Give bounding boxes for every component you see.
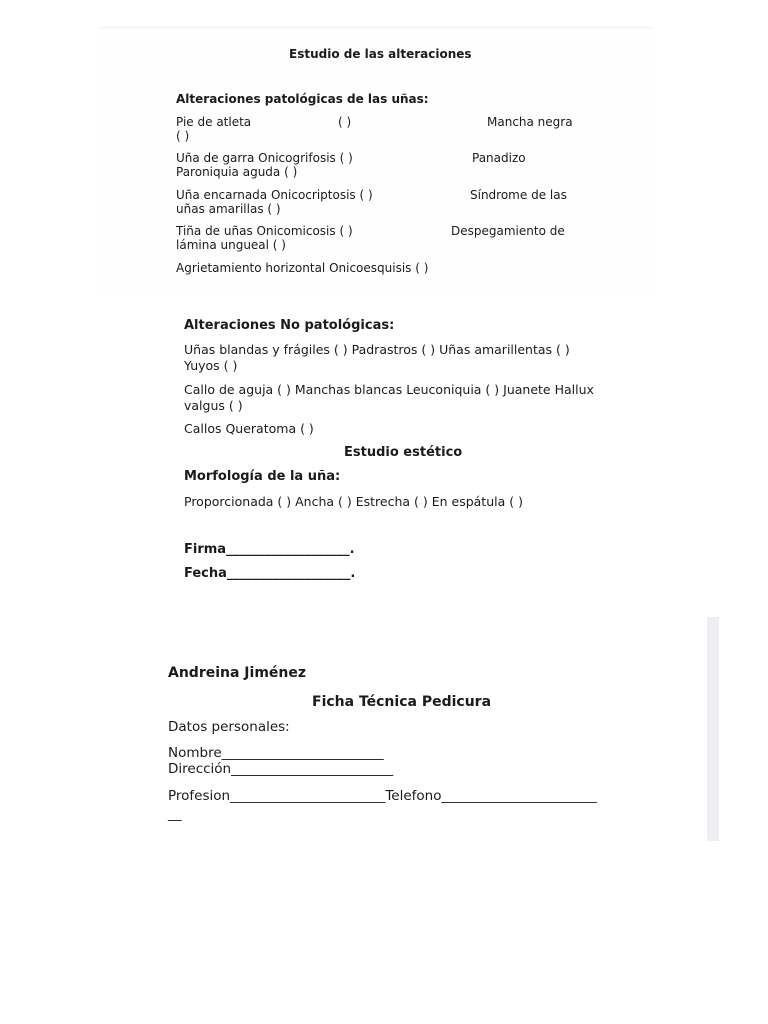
ficha-title: Ficha Técnica Pedicura: [312, 694, 492, 710]
section-title: Estudio de las alteraciones: [289, 47, 472, 61]
section-heading: Alteraciones patológicas de las uñas:: [176, 92, 429, 106]
no-pat-line: Callos Queratoma ( ): [184, 421, 314, 436]
section-heading: Alteraciones No patológicas:: [184, 318, 395, 333]
no-pat-line: Callo de aguja ( ) Manchas blancas Leuconiquia ( ) Juanete Hallux: [184, 382, 594, 397]
datos-personales: Datos personales:: [168, 719, 290, 735]
item-onicomicosis: Tiña de uñas Onicomicosis ( ): [176, 224, 353, 238]
scrollbar[interactable]: [707, 617, 719, 841]
trailing-underscore: __: [168, 806, 182, 822]
morfologia-heading: Morfología de la uña:: [184, 469, 341, 484]
estetico-title: Estudio estético: [344, 445, 463, 460]
no-pat-line: valgus ( ): [184, 398, 243, 413]
item-despegamiento: Despegamiento de: [451, 224, 565, 238]
nombre-field: Nombre________________________: [168, 745, 384, 761]
item-onicoesquisis: Agrietamiento horizontal Onicoesquisis ( ): [176, 261, 429, 275]
item-unas-amarillas: uñas amarillas ( ): [176, 202, 281, 216]
item-sindrome: Síndrome de las: [470, 188, 567, 202]
no-pat-line: Yuyos ( ): [184, 358, 238, 373]
item-onicocriptosis: Uña encarnada Onicocriptosis ( ): [176, 188, 373, 202]
morfologia-options: Proporcionada ( ) Ancha ( ) Estrecha ( ) En espátula ( ): [184, 494, 523, 509]
fecha-line: Fecha___________________.: [184, 566, 356, 581]
item-pie-atleta: Pie de atleta: [176, 115, 252, 129]
item-lamina-ungueal: lámina ungueal ( ): [176, 238, 286, 252]
item-mancha-negra: Mancha negra: [487, 115, 573, 129]
item-onicogrifosis: Uña de garra Onicogrifosis ( ): [176, 151, 353, 165]
item-paroniquia: Paroniquia aguda ( ): [176, 165, 298, 179]
direccion-field: Dirección________________________: [168, 761, 394, 777]
item-checkbox: ( ): [176, 129, 190, 143]
person-name: Andreina Jiménez: [168, 665, 307, 681]
item-panadizo: Panadizo: [472, 151, 526, 165]
firma-line: Firma___________________.: [184, 542, 355, 557]
profesion-telefono-field: Profesion_______________________Telefono_______________________: [168, 788, 597, 804]
no-pat-line: Uñas blandas y frágiles ( ) Padrastros ( ) Uñas amarillentas ( ): [184, 342, 570, 357]
item-checkbox: ( ): [338, 115, 352, 129]
